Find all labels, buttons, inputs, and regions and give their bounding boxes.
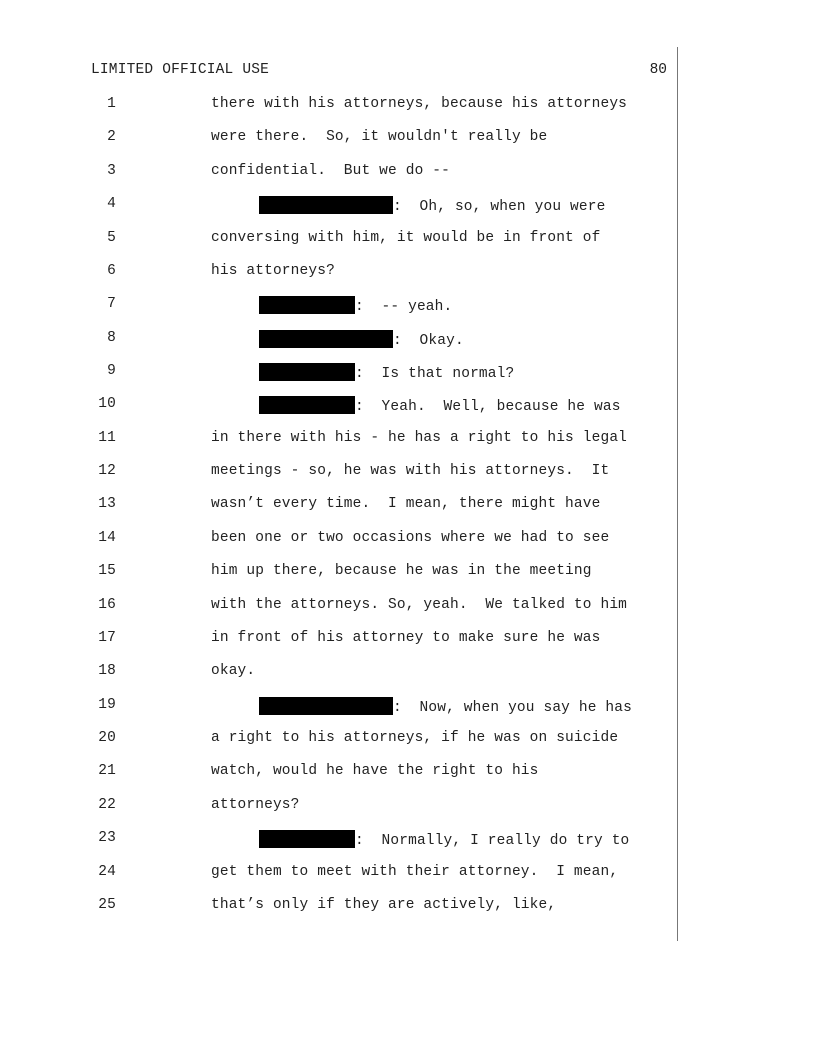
line-words: : -- yeah. (355, 299, 453, 316)
line-words: : Now, when you say he has (393, 699, 632, 716)
line-words: okay. (211, 663, 256, 680)
line-text (211, 430, 627, 446)
line-text (211, 630, 600, 646)
line-text (211, 897, 556, 913)
line-words: wasn’t every time. I mean, there might have (211, 496, 601, 513)
transcript-line (0, 897, 816, 917)
line-number: 17 (98, 629, 116, 646)
line-text (211, 663, 255, 679)
line-words: : Normally, I really do try to (355, 833, 630, 850)
line-number: 14 (98, 529, 116, 546)
transcript-line (0, 463, 816, 483)
line-words: that’s only if they are actively, like, (211, 896, 557, 913)
transcript-line (0, 296, 816, 316)
speaker-line-text (259, 697, 632, 716)
transcript-line (0, 763, 816, 783)
line-words: : Okay. (393, 332, 464, 349)
speaker-line-text (259, 330, 464, 349)
line-words: get them to meet with their attorney. I mean, (211, 863, 619, 880)
line-number: 5 (107, 229, 116, 246)
speaker-redaction (259, 363, 355, 381)
line-text (211, 263, 335, 279)
line-words: there with his attorneys, because his attorneys (211, 96, 628, 112)
line-number: 13 (98, 496, 116, 513)
classification-header: LIMITED OFFICIAL USE (91, 62, 270, 78)
line-text (211, 530, 609, 546)
line-text (211, 163, 450, 179)
speaker-redaction (259, 830, 355, 848)
speaker-line-text (259, 196, 605, 215)
transcript-line (0, 196, 816, 216)
line-number: 22 (98, 796, 116, 813)
transcript-line (0, 230, 816, 250)
line-number: 16 (98, 596, 116, 613)
line-number: 9 (107, 363, 116, 379)
line-text (211, 730, 618, 746)
line-words: a right to his attorneys, if he was on suicide (211, 730, 619, 746)
transcript-line (0, 830, 816, 850)
line-words: in there with his - he has a right to his legal (211, 429, 628, 446)
line-number: 11 (98, 429, 116, 446)
line-text (211, 864, 618, 880)
line-number: 25 (98, 896, 116, 913)
line-number: 7 (107, 296, 116, 313)
line-number: 21 (98, 763, 116, 780)
line-words: meetings - so, he was with his attorneys. It (211, 463, 610, 480)
line-words: confidential. But we do -- (211, 162, 450, 179)
transcript-line (0, 597, 816, 617)
transcript-line (0, 797, 816, 817)
line-number: 24 (98, 863, 116, 880)
line-number: 15 (98, 563, 116, 580)
transcript-line (0, 697, 816, 717)
line-text (211, 96, 627, 112)
transcript-line (0, 163, 816, 183)
transcript-line (0, 263, 816, 283)
speaker-redaction (259, 396, 355, 414)
transcript-line (0, 129, 816, 149)
line-words: were there. So, it wouldn't really be (211, 129, 548, 146)
line-number: 8 (107, 329, 116, 346)
line-text (211, 230, 600, 246)
line-number: 6 (107, 262, 116, 279)
transcript-line (0, 330, 816, 350)
line-text (211, 563, 592, 579)
line-number: 12 (98, 463, 116, 480)
line-words: in front of his attorney to make sure he was (211, 629, 601, 646)
speaker-redaction (259, 196, 393, 214)
transcript-line (0, 530, 816, 550)
line-text (211, 597, 627, 613)
speaker-redaction (259, 330, 393, 348)
transcript-line (0, 630, 816, 650)
line-text (211, 129, 547, 145)
line-text (211, 496, 600, 512)
line-words: : Is that normal? (355, 366, 515, 382)
line-text (211, 463, 609, 479)
speaker-line-text (259, 296, 452, 315)
line-words: watch, would he have the right to his (211, 763, 539, 780)
line-words: with the attorneys. So, yeah. We talked to him (211, 596, 628, 613)
transcript-line (0, 563, 816, 583)
line-number: 2 (107, 129, 116, 146)
transcript-line (0, 663, 816, 683)
line-number: 18 (98, 663, 116, 680)
line-number: 19 (98, 696, 116, 713)
line-number: 1 (107, 96, 116, 112)
line-text (211, 797, 300, 813)
line-words: attorneys? (211, 796, 300, 813)
transcript-line (0, 363, 816, 383)
speaker-redaction (259, 697, 393, 715)
speaker-line-text (259, 396, 621, 415)
line-words: him up there, because he was in the meeting (211, 563, 592, 580)
line-number: 3 (107, 162, 116, 179)
speaker-line-text (259, 363, 514, 382)
line-words: conversing with him, it would be in front of (211, 229, 601, 246)
line-number: 20 (98, 730, 116, 746)
line-text (211, 763, 539, 779)
transcript-line (0, 396, 816, 416)
line-words: : Oh, so, when you were (393, 199, 606, 216)
line-words: his attorneys? (211, 262, 335, 279)
speaker-line-text (259, 830, 629, 849)
line-number: 4 (107, 196, 116, 213)
line-words: been one or two occasions where we had to see (211, 529, 610, 546)
speaker-redaction (259, 296, 355, 314)
transcript-line (0, 496, 816, 516)
line-number: 23 (98, 830, 116, 847)
transcript-line (0, 96, 816, 116)
line-words: : Yeah. Well, because he was (355, 399, 621, 416)
transcript-line (0, 864, 816, 884)
page-number: 80 (649, 62, 667, 78)
transcript-line (0, 730, 816, 750)
transcript-line (0, 430, 816, 450)
line-number: 10 (98, 396, 116, 413)
